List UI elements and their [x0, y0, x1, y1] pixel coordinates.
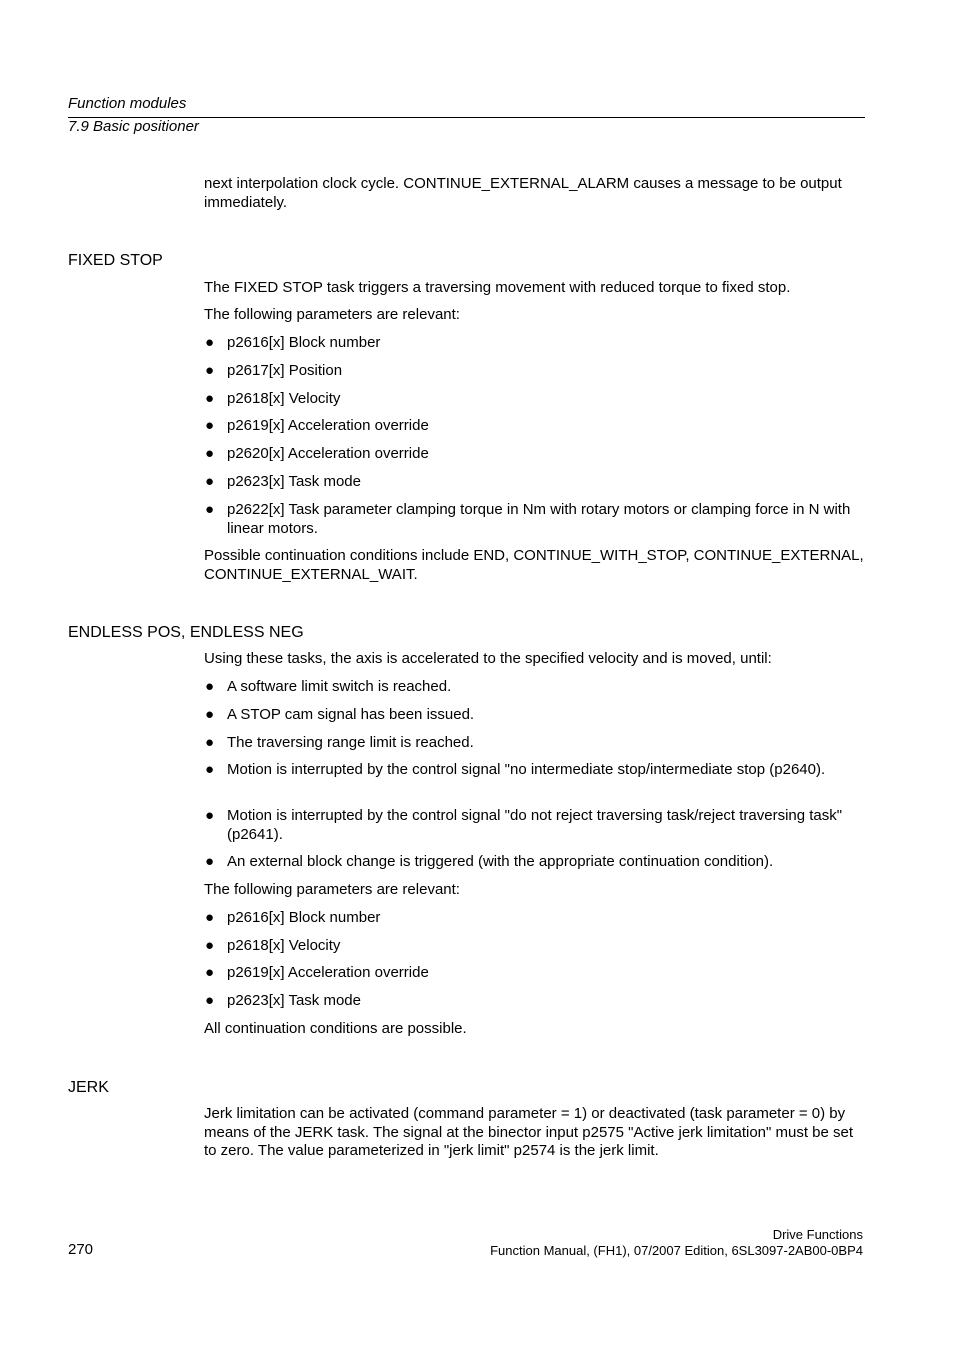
footer-line-1: Drive Functions [772, 1227, 863, 1242]
intro-paragraph: next interpolation clock cycle. CONTINUE_EXTERNAL_ALARM causes a message to be output immediately. [204, 175, 842, 211]
endless-paragraph-2: The following parameters are relevant: [204, 881, 460, 898]
endless-paragraph-3: All continuation conditions are possible. [204, 1020, 467, 1037]
heading-fixed-stop: FIXED STOP [68, 252, 163, 269]
fixed-stop-paragraph-3: Possible continuation conditions include END, CONTINUE_WITH_STOP, CONTINUE_EXTERNAL, CONTINUE_EXTERNAL_WAIT. [204, 547, 864, 583]
bullet-icon: ● [205, 734, 215, 751]
bullet-icon: ● [205, 501, 215, 518]
fixed-stop-paragraph-2: The following parameters are relevant: [204, 306, 460, 323]
bullet-icon: ● [205, 473, 215, 490]
bullet-icon: ● [205, 678, 215, 695]
bullet-icon: ● [205, 853, 215, 870]
running-header-section: Function modules [68, 95, 187, 112]
footer-line-2: Function Manual, (FH1), 07/2007 Edition, 6SL3097-2AB00-0BP4 [490, 1243, 863, 1258]
bullet-icon: ● [205, 706, 215, 723]
heading-endless: ENDLESS POS, ENDLESS NEG [68, 624, 304, 641]
running-header-subsection: 7.9 Basic positioner [68, 118, 199, 135]
bullet-icon: ● [205, 390, 215, 407]
bullet-icon: ● [205, 445, 215, 462]
endless-paragraph-1: Using these tasks, the axis is accelerated to the specified velocity and is moved, until: [204, 650, 772, 667]
bullet-icon: ● [205, 761, 215, 778]
bullet-icon: ● [205, 992, 215, 1009]
bullet-icon: ● [205, 334, 215, 351]
page-number: 270 [68, 1241, 94, 1258]
bullet-icon: ● [205, 964, 215, 981]
heading-jerk: JERK [68, 1079, 109, 1096]
bullet-icon: ● [205, 417, 215, 434]
bullet-icon: ● [205, 362, 215, 379]
fixed-stop-paragraph-1: The FIXED STOP task triggers a traversing movement with reduced torque to fixed stop. [204, 279, 791, 296]
header-rule [68, 117, 865, 118]
bullet-icon: ● [205, 909, 215, 926]
bullet-icon: ● [205, 807, 215, 824]
jerk-paragraph-1: Jerk limitation can be activated (command parameter = 1) or deactivated (task parameter = 0) by means of the JERK task. The signal at the binector input p2575 "Active jerk limitation" must be set to zero. The value parameterized in "jerk limit" p2574 is the jerk limit. [204, 1105, 854, 1159]
bullet-icon: ● [205, 937, 215, 954]
